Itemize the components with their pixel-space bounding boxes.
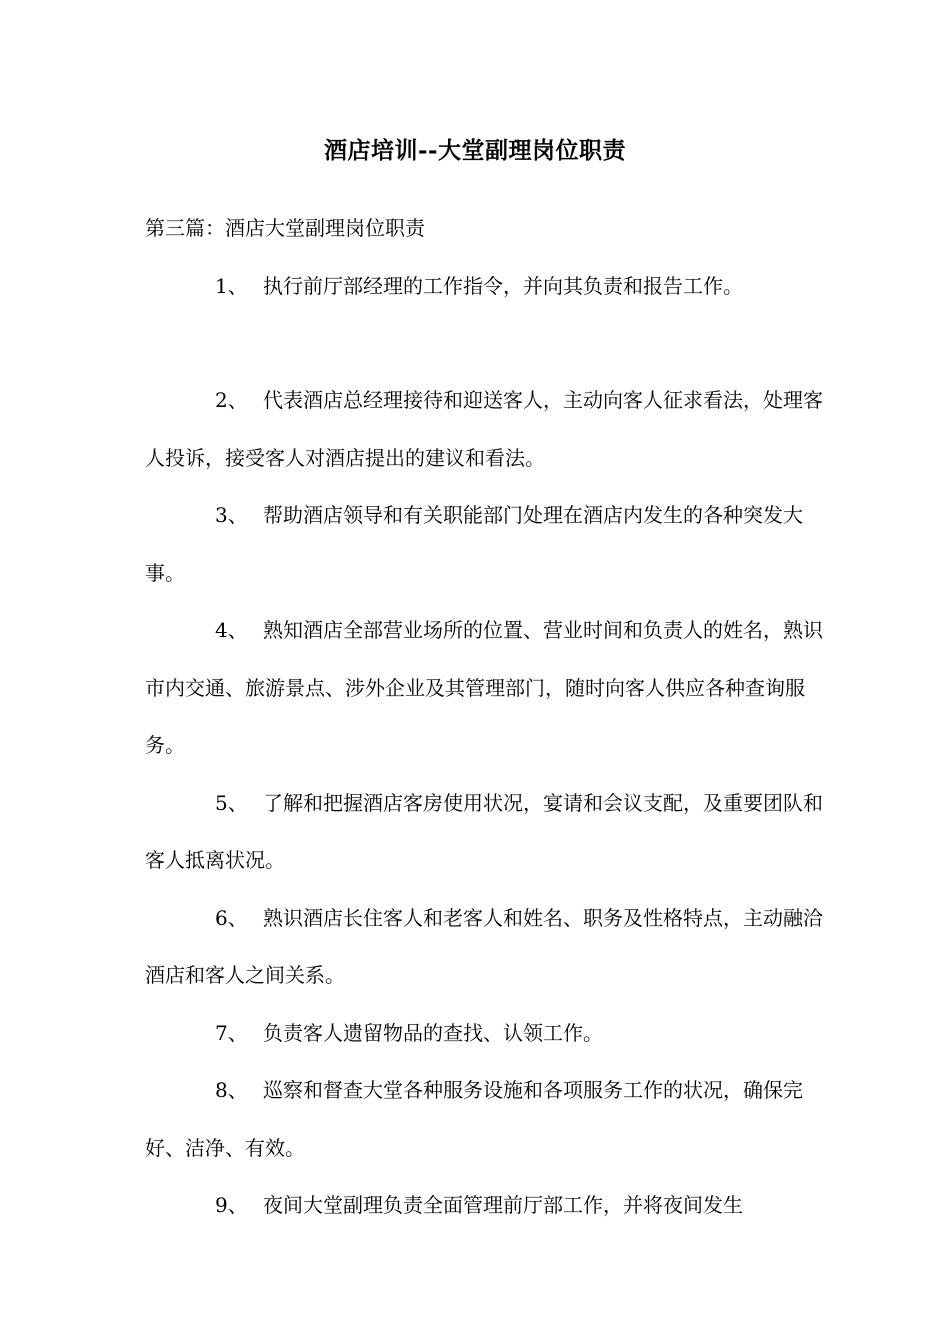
duty-number: 5、	[215, 790, 248, 815]
duty-item-6	[145, 890, 835, 1005]
duty-item-3	[145, 487, 835, 602]
duty-item-4	[145, 602, 835, 775]
duty-item-9	[145, 1177, 835, 1235]
duty-text: 代表酒店总经理接待和迎送客人，主动向客人征求看法，处理客人投诉，接受客人对酒店提出的建议和看法。	[145, 388, 823, 470]
section-heading: 第三篇：酒店大堂副理岗位职责	[145, 216, 425, 240]
duty-item-1	[145, 258, 835, 316]
duty-item-5	[145, 775, 835, 890]
duty-text: 巡察和督查大堂各种服务设施和各项服务工作的状况，确保完好、洁净、有效。	[145, 1078, 803, 1160]
duty-number: 6、	[215, 905, 248, 930]
duty-number: 7、	[215, 1020, 248, 1045]
duty-text: 熟知酒店全部营业场所的位置、营业时间和负责人的姓名，熟识市内交通、旅游景点、涉外企业及其管理部门，随时向客人供应各种查询服务。	[145, 618, 823, 757]
duty-number: 9、	[215, 1193, 248, 1217]
document-title: 酒店培训--大堂副理岗位职责	[323, 137, 627, 164]
duty-number: 4、	[215, 618, 248, 642]
document-body	[145, 200, 835, 1235]
duty-number: 2、	[215, 388, 248, 412]
duty-text: 负责客人遗留物品的查找、认领工作。	[263, 1020, 603, 1045]
duty-text: 了解和把握酒店客房使用状况，宴请和会议支配，及重要团队和客人抵离状况。	[145, 790, 823, 872]
duty-item-2	[145, 372, 835, 487]
duty-number: 1、	[215, 273, 248, 298]
duty-number: 8、	[215, 1078, 248, 1102]
duty-text: 夜间大堂副理负责全面管理前厅部工作，并将夜间发生	[263, 1193, 743, 1217]
duty-number: 3、	[215, 503, 248, 527]
blank-line	[145, 315, 835, 372]
duty-text: 熟识酒店长住客人和老客人和姓名、职务及性格特点，主动融洽酒店和客人之间关系。	[145, 905, 823, 987]
duty-text: 执行前厅部经理的工作指令，并向其负责和报告工作。	[263, 273, 743, 298]
duty-text: 帮助酒店领导和有关职能部门处理在酒店内发生的各种突发大事。	[145, 503, 803, 585]
duty-item-8	[145, 1062, 835, 1177]
duty-item-7	[145, 1005, 835, 1063]
